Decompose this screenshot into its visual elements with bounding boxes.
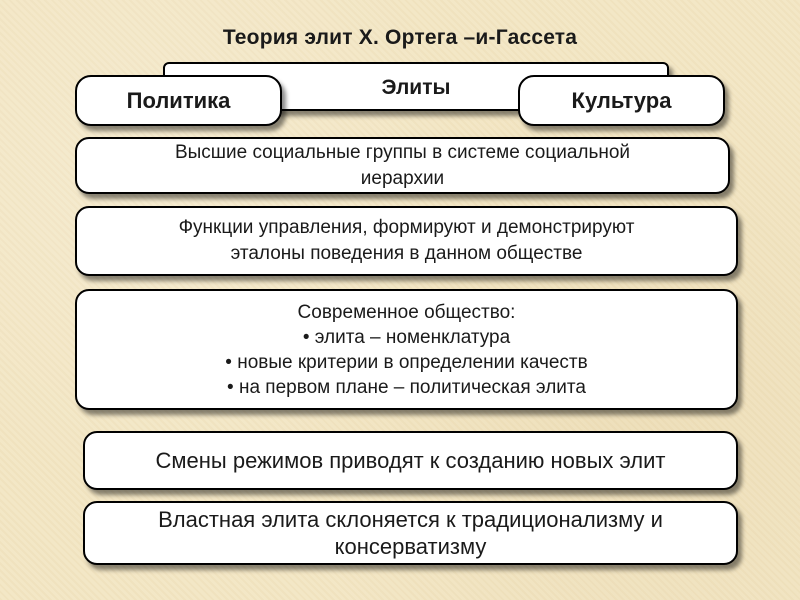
functions-box	[75, 206, 738, 276]
definition-line: иерархии	[360, 167, 445, 189]
definition-line: Высшие социальные группы в системе социальной	[174, 141, 631, 163]
definition-box	[75, 137, 730, 194]
modern-society-bullet: • новые критерии в определении качеств	[225, 351, 588, 373]
politics-label: Политика	[126, 87, 231, 113]
politics-pill	[75, 75, 282, 126]
power-elite-line: Властная элита склоняется к традиционализму и	[158, 507, 663, 532]
modern-society-box	[75, 289, 738, 410]
power-elite-line: консерватизму	[334, 534, 487, 559]
regime-change-box	[83, 431, 738, 490]
regime-change-text: Смены режимов приводят к созданию новых элит	[155, 448, 666, 473]
modern-society-bullet: • на первом плане – политическая элита	[227, 376, 586, 398]
power-elite-box	[83, 501, 738, 565]
functions-line: эталоны поведения в данном обществе	[230, 243, 583, 264]
modern-society-heading: Современное общество:	[297, 301, 516, 323]
culture-label: Культура	[571, 87, 672, 113]
modern-society-bullet: • элита – номенклатура	[302, 326, 511, 348]
slide-title: Теория элит Х. Ортега –и-Гассета	[222, 26, 578, 49]
functions-line: Функции управления, формируют и демонстрируют	[178, 217, 635, 238]
elites-bar: Элиты	[163, 62, 669, 111]
culture-pill	[518, 75, 725, 126]
